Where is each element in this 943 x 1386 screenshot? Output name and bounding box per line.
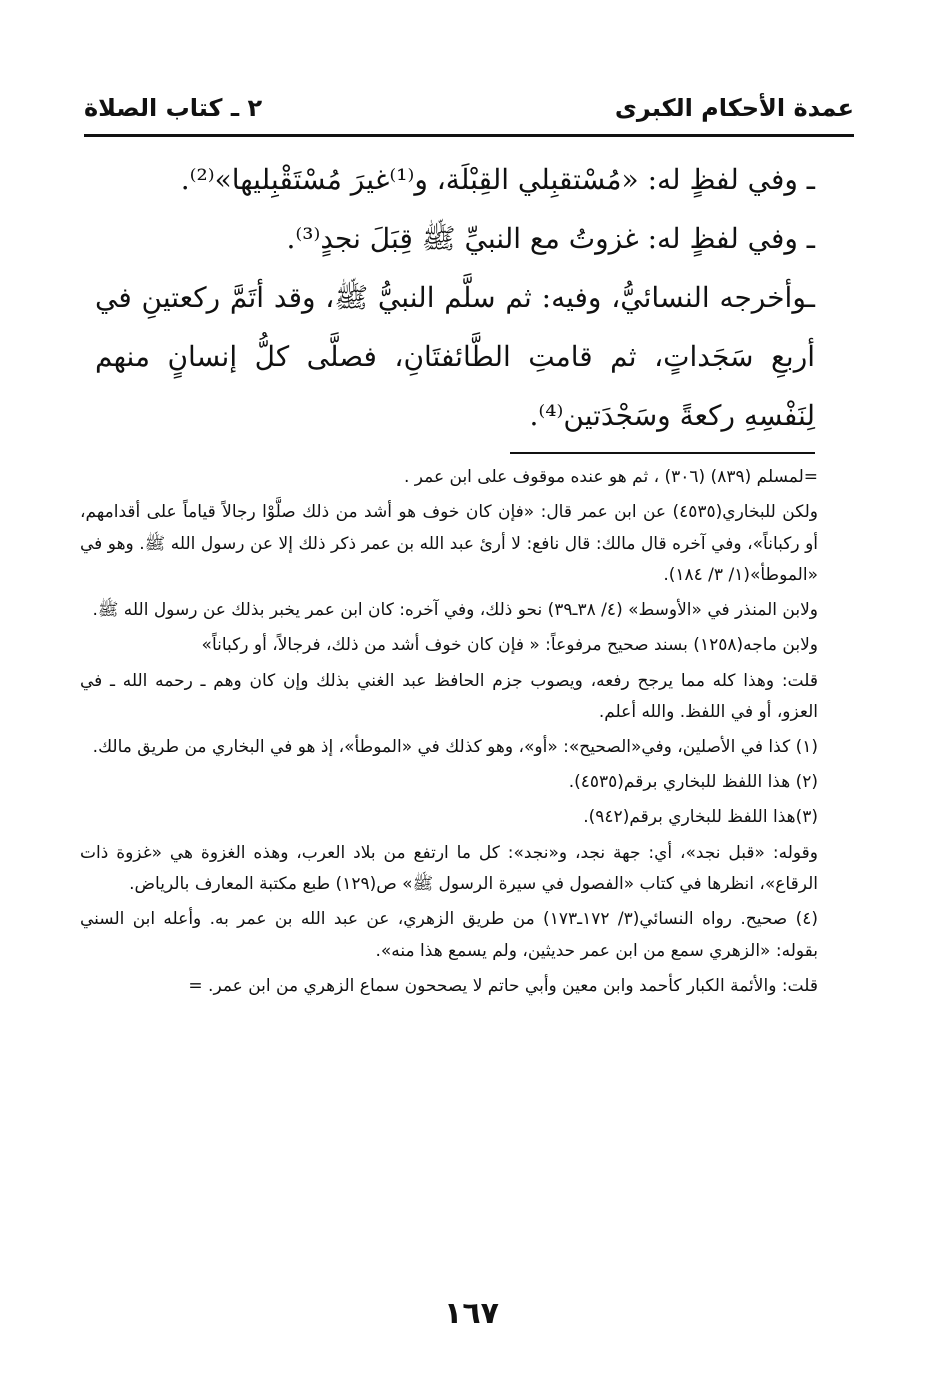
main-text (95, 150, 815, 445)
page-number: ١٦٧ (444, 1296, 499, 1331)
chapter-title: ٢ ـ كتاب الصلاة (84, 94, 263, 122)
main-paragraph: ـ وفي لفظٍ له: «مُسْتقبِلي القِبْلَة، و⁽¹⁾غيرَ مُسْتَقْبِليها»⁽²⁾. (180, 163, 815, 196)
main-paragraph: ـوأخرجه النسائيُّ، وفيه: ثم سلَّم النبيُّ ﷺ، وقد أتَمَّ ركعتينِ في أربعِ سَجَداتٍ، ثم قامتِ الطَّائفتَانِ، فصلَّى كلُّ إنسانٍ منهم لِنَفْسِهِ ركعةً وسَجْدَتين⁽⁴⁾. (95, 281, 815, 432)
running-header (84, 88, 854, 128)
footnote: قلت: والأئمة الكبار كأحمد وابن معين وأبي حاتم لا يصححون سماع الزهري من ابن عمر. = (188, 975, 818, 996)
main-paragraph: ـ وفي لفظٍ له: غزوتُ مع النبيِّ ﷺ قِبَلَ نجدٍ⁽³⁾. (286, 222, 815, 255)
footnote: ولكن للبخاري(٤٥٣٥) عن ابن عمر قال: «فإن كان خوف هو أشد من ذلك صلَّوْا رجالاً قياماً على أقدامهم، أو ركباناً»، وفي آخره قال مالك: قال نافع: لا أرئ عبد الله بن عمر ذكر ذلك إلا عن رسول الله ﷺ. وهو في «الموطأ»(١/ ٣/ ١٨٤). (80, 502, 818, 586)
footnote: (٢) هذا اللفظ للبخاري برقم(٤٥٣٥). (568, 772, 818, 793)
footnote: (٤) صحيح. رواه النسائي(٣/ ١٧٢ـ١٧٣) من طريق الزهري، عن عبد الله بن عمر به. وأعله ابن السني بقوله: «الزهري سمع من ابن عمر حديثين، ولم يسمع هذا منه». (80, 909, 818, 961)
footnote: ولابن المنذر في «الأوسط» (٤/ ٣٨ـ٣٩) نحو ذلك، وفي آخره: كان ابن عمر يخبر بذلك عن رسول الله ﷺ. (92, 600, 818, 621)
footnote: وقوله: «قبل نجد»، أي: جهة نجد، و«نجد»: كل ما ارتفع من بلاد العرب، وهذه الغزوة هي «غزوة ذات الرقاع»، انظرها في كتاب «الفصول في سيرة الرسول ﷺ» ص(١٢٩) طبع مكتبة المعارف بالرياض. (80, 842, 818, 895)
footnote: (٣)هذا اللفظ للبخاري برقم(٩٤٢). (583, 807, 818, 828)
header-rule (84, 134, 854, 137)
book-title: عمدة الأحكام الكبرى (614, 94, 854, 122)
footnote: ولابن ماجه(١٢٥٨) بسند صحيح مرفوعاً: « فإن كان خوف أشد من ذلك، فرجالاً، أو ركباناً» (201, 635, 818, 656)
footnote: =لمسلم (٨٣٩) (٣٠٦) ، ثم هو عنده موقوف على ابن عمر . (403, 467, 818, 487)
footnotes (80, 462, 818, 1006)
footnote: قلت: وهذا كله مما يرجح رفعه، ويصوب جزم الحافظ عبد الغني بذلك وإن كان وهم ـ رحمه الله ـ في العزو، أو في اللفظ. والله أعلم. (80, 670, 818, 723)
footnote-rule (510, 452, 815, 454)
footnote: (١) كذا في الأصلين، وفي«الصحيح»: «أو»، وهو كذلك في «الموطأ»، إذ هو في البخاري من طريق مالك. (92, 737, 818, 758)
